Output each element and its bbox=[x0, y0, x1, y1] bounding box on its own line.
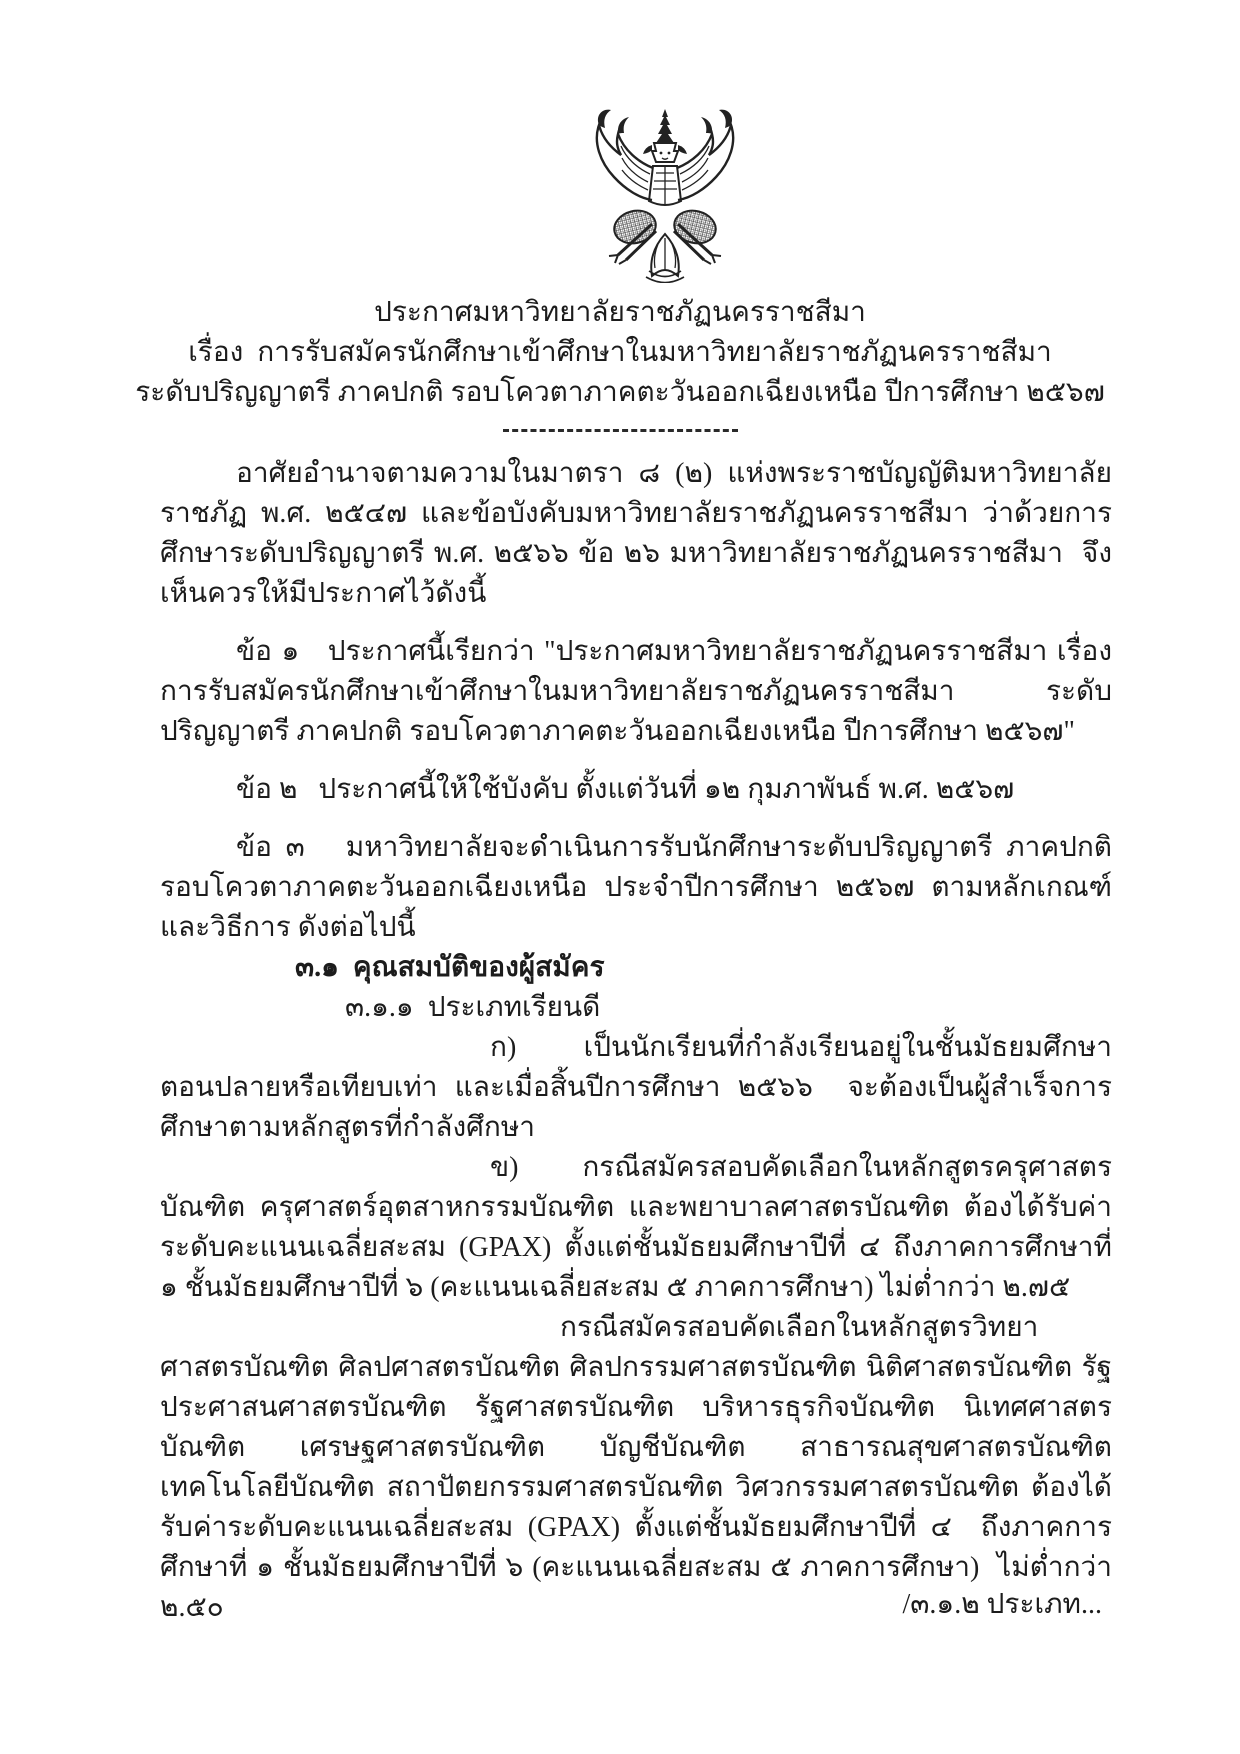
clause-3-paragraph: ข้อ ๓ มหาวิทยาลัยจะดำเนินการรับนักศึกษาระดับปริญญาตรี ภาคปกติ รอบโควตาภาคตะวันออกเฉียงเหนือ ประจำปีการศึกษา ๒๕๖๗ ตามหลักเกณฑ์และวิธีการ ดังต่อไปนี้ bbox=[160, 832, 1126, 943]
item-b-paragraph: ข) กรณีสมัครสอบคัดเลือกในหลักสูตรครุศาสตรบัณฑิต ครุศาสตร์อุตสาหกรรมบัณฑิต และพยาบาลศาสตรบัณฑิต ต้องได้รับค่าระดับคะแนนเฉลี่ยสะสม (GPAX) ตั้งแต่ชั้นมัธยมศึกษาปีที่ ๔ ถึงภาคการศึกษาที่ ๑ ชั้นมัธยมศึกษาปีที่ ๖ (คะแนนเฉลี่ยสะสม ๕ ภาคการศึกษา) ไม่ต่ำกว่า ๒.๗๕ bbox=[160, 1152, 1119, 1303]
dashed-separator bbox=[503, 429, 738, 432]
item-a-paragraph: ก) เป็นนักเรียนที่กำลังเรียนอยู่ในชั้นมัธยมศึกษาตอนปลายหรือเทียบเท่า และเมื่อสิ้นปีการศึกษา ๒๕๖๖ จะต้องเป็นผู้สำเร็จการศึกษาตามหลักสูตรที่กำลังศึกษา bbox=[160, 1032, 1112, 1143]
section-3-1-1-heading: ๓.๑.๑ ประเภทเรียนดี bbox=[345, 992, 601, 1023]
document-header bbox=[0, 293, 1240, 432]
clause-2-paragraph: ข้อ ๒ ประกาศนี้ให้ใช้บังคับ ตั้งแต่วันที่ ๑๒ กุมภาพันธ์ พ.ศ. ๒๕๖๗ bbox=[236, 774, 1015, 805]
continuation-note: /๓.๑.๒ ประเภท... bbox=[902, 1589, 1102, 1620]
document-body bbox=[0, 454, 1240, 1628]
subject-line: เรื่อง การรับสมัครนักศึกษาเข้าศึกษาในมหาวิทยาลัยราชภัฏนครราชสีมา bbox=[188, 337, 1052, 368]
item-b-continuation-paragraph: กรณีสมัครสอบคัดเลือกในหลักสูตรวิทยาศาสตรบัณฑิต ศิลปศาสตรบัณฑิต ศิลปกรรมศาสตรบัณฑิต นิติศาสตรบัณฑิต รัฐประศาสนศาสตรบัณฑิต รัฐศาสตรบัณฑิต บริหารธุรกิจบัณฑิต นิเทศศาสตรบัณฑิต เศรษฐศาสตรบัณฑิต บัญชีบัณฑิต สาธารณสุขศาสตรบัณฑิต เทคโนโลยีบัณฑิต สถาปัตยกรรมศาสตรบัณฑิต วิศวกรรมศาสตรบัณฑิต ต้องได้รับค่าระดับคะแนนเฉลี่ยสะสม (GPAX) ตั้งแต่ชั้นมัธยมศึกษาปีที่ ๔ ถึงภาคการศึกษาที่ ๑ ชั้นมัธยมศึกษาปีที่ ๖ (คะแนนเฉลี่ยสะสม ๕ ภาคการศึกษา) ไม่ต่ำกว่า ๒.๕๐ bbox=[160, 1312, 1126, 1623]
garuda-emblem bbox=[45, 0, 1240, 283]
section-3-1-heading: ๓.๑ คุณสมบัติของผู้สมัคร bbox=[295, 952, 605, 983]
program-line: ระดับปริญญาตรี ภาคปกติ รอบโควตาภาคตะวันออกเฉียงเหนือ ปีการศึกษา ๒๕๖๗ bbox=[135, 377, 1105, 408]
preamble-paragraph: อาศัยอำนาจตามความในมาตรา ๘ (๒) แห่งพระราชบัญญัติมหาวิทยาลัยราชภัฏ พ.ศ. ๒๕๔๗ และข้อบังคับมหาวิทยาลัยราชภัฏนครราชสีมา ว่าด้วยการศึกษาระดับปริญญาตรี พ.ศ. ๒๕๖๖ ข้อ ๒๖ มหาวิทยาลัยราชภัฏนครราชสีมา จึงเห็นควรให้มีประกาศไว้ดังนี้ bbox=[160, 458, 1112, 609]
clause-1-paragraph: ข้อ ๑ ประกาศนี้เรียกว่า "ประกาศมหาวิทยาลัยราชภัฏนครราชสีมา เรื่องการรับสมัครนักศึกษาเข้าศึกษาในมหาวิทยาลัยราชภัฏนครราชสีมา ระดับปริญญาตรี ภาคปกติ รอบโควตาภาคตะวันออกเฉียงเหนือ ปีการศึกษา ๒๕๖๗" bbox=[160, 636, 1112, 747]
garuda-emblem-icon bbox=[590, 108, 740, 283]
announcement-title: ประกาศมหาวิทยาลัยราชภัฏนครราชสีมา bbox=[374, 297, 866, 328]
